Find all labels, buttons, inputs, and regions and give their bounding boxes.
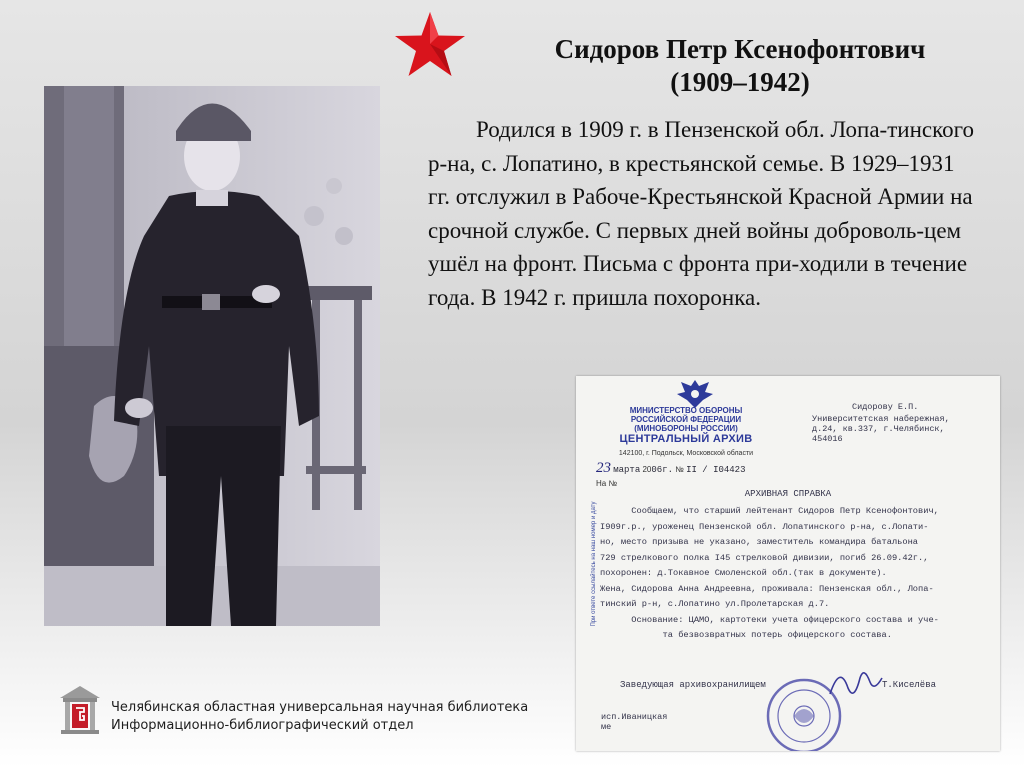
side-note: При ответе ссылайтесь на наш номер и дату [591, 501, 597, 627]
date-day: 23 [596, 460, 611, 476]
archive-header [586, 406, 786, 458]
person-name: Сидоров Петр Ксенофонтович [554, 34, 926, 64]
executor-note [601, 712, 667, 732]
header-line-1: МИНИСТЕРСТВО ОБОРОНЫ [629, 406, 743, 415]
document-number-line [596, 460, 806, 488]
year-suffix: 06г. [651, 465, 673, 475]
body-line: тинский р-н, с.Лопатино ул.Пролетарская д.7. [600, 599, 830, 609]
document-number: II / I04423 [686, 465, 746, 475]
person-years: (1909–1942) [670, 67, 810, 97]
certificate-title: АРХИВНАЯ СПРАВКА [744, 489, 832, 499]
reply-label: На № [596, 479, 618, 488]
archive-certificate [576, 376, 1000, 751]
portrait-photo [44, 86, 380, 626]
number-label: № [675, 465, 684, 474]
address-line-2: д.24, кв.337, г.Челябинск, [812, 424, 945, 434]
header-address: 142100, г. Подольск, Московской области [618, 450, 754, 457]
body-line: 729 стрелкового полка I45 стрелковой дивизии, погиб 26.09.42г., [600, 552, 929, 563]
date-month: марта [613, 465, 641, 475]
signature-line [620, 680, 990, 690]
biography-paragraph: Родился в 1909 г. в Пензенской обл. Лопа-тинского р-на, с. Лопатино, в крестьянской семье. В 1929–1931 гг. отслужил в Рабоче-Крестьянской Красной Армии на срочной службе. С первых дней войны доброволь-цем ушёл на фронт. Письма с фронта при-ходили в течение года. В 1942 г. пришла похоронка. [428, 117, 974, 310]
address-line-3: 454016 [812, 434, 843, 444]
red-star-icon [393, 11, 467, 77]
body-line: но, место призыва не указано, заместитель командира батальона [600, 537, 919, 547]
footer-line-2: Информационно-библиографический отдел [111, 718, 414, 733]
addressee-block [812, 402, 998, 444]
address-line-1: Университетская набережная, [812, 414, 950, 424]
executor-line-1: исп.Иваницкая [601, 712, 668, 722]
signature-title: Заведующая архивохранилищем [620, 680, 766, 690]
year-prefix: 20 [642, 465, 652, 474]
body-line: I909г.р., уроженец Пензенской обл. Лопатинского р-на, с.Лопати- [600, 521, 929, 532]
body-line: Сообщаем, что старший лейтенант Сидоров Петр Ксенофонтович, [600, 506, 939, 516]
body-line: похоронен: д.Токавное Смоленской обл.(так в документе). [600, 568, 887, 578]
library-logo-icon [58, 684, 102, 736]
body-line: та безвозвратных потерь офицерского состава. [600, 630, 892, 640]
footer [111, 699, 528, 735]
page-title [480, 33, 1000, 99]
body-line: Жена, Сидорова Анна Андреевна, проживала: Пензенская обл., Лопа- [600, 583, 934, 594]
addressee-name: Сидорову Е.П. [852, 402, 919, 412]
biography-text [428, 113, 976, 314]
eagle-emblem-icon [673, 378, 717, 408]
header-archive-name: ЦЕНТРАЛЬНЫЙ АРХИВ [619, 433, 753, 445]
certificate-body [600, 504, 996, 644]
signature-name: Т.Киселёва [882, 680, 937, 690]
executor-line-2: ме [601, 722, 612, 732]
header-line-3: (МИНОБОРОНЫ РОССИИ) [634, 424, 738, 433]
footer-line-1: Челябинская областная универсальная научная библиотека [111, 700, 529, 715]
header-line-2: РОССИЙСКОЙ ФЕДЕРАЦИИ [630, 415, 742, 424]
body-line: Основание: ЦАМО, картотеки учета офицерского состава и уче- [600, 614, 939, 625]
